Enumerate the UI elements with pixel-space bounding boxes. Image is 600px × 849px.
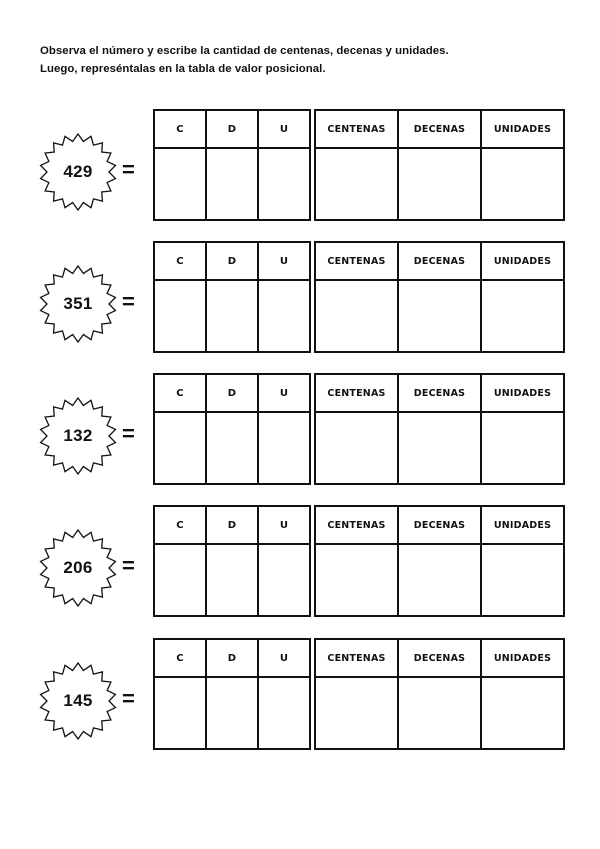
- table-header-cell: D: [206, 506, 258, 544]
- cdu-table: [153, 241, 311, 353]
- answer-cell[interactable]: [398, 280, 481, 352]
- answer-cell[interactable]: [154, 148, 206, 220]
- table-header-cell: CENTENAS: [315, 506, 398, 544]
- table-header-cell: D: [206, 110, 258, 148]
- instruction-line-1: Observa el número y escribe la cantidad de centenas, decenas y unidades.: [40, 45, 449, 57]
- exercise-number: 145: [63, 691, 93, 710]
- answer-cell[interactable]: [481, 412, 564, 484]
- table-header-cell: CENTENAS: [315, 639, 398, 677]
- answer-cell[interactable]: [315, 412, 398, 484]
- table-header-cell: C: [154, 506, 206, 544]
- answer-cell[interactable]: [154, 280, 206, 352]
- equals-sign: =: [122, 289, 135, 314]
- exercise-number: 132: [63, 426, 93, 445]
- cdu-table: [153, 505, 311, 617]
- equals-sign: =: [122, 157, 135, 182]
- table-header-cell: DECENAS: [398, 374, 481, 412]
- answer-cell[interactable]: [315, 544, 398, 616]
- answer-cell[interactable]: [315, 677, 398, 749]
- cdu-table: [153, 373, 311, 485]
- table-header-cell: UNIDADES: [481, 374, 564, 412]
- answer-cell[interactable]: [258, 280, 310, 352]
- equals-sign: =: [122, 553, 135, 578]
- starburst-badge: [38, 132, 118, 212]
- starburst-badge: [38, 264, 118, 344]
- answer-cell[interactable]: [398, 412, 481, 484]
- starburst-badge: [38, 396, 118, 476]
- exercise-row: [0, 638, 600, 750]
- answer-cell[interactable]: [398, 677, 481, 749]
- answer-cell[interactable]: [258, 677, 310, 749]
- place-value-table: [314, 373, 565, 485]
- table-header-cell: CENTENAS: [315, 110, 398, 148]
- answer-cell[interactable]: [481, 148, 564, 220]
- table-header-cell: C: [154, 374, 206, 412]
- table-header-cell: DECENAS: [398, 639, 481, 677]
- exercise-number: 429: [63, 162, 93, 181]
- instruction-line-2: Luego, represéntalas en la tabla de valor posicional.: [40, 63, 326, 75]
- starburst-badge: [38, 661, 118, 741]
- answer-cell[interactable]: [206, 677, 258, 749]
- place-value-table: [314, 638, 565, 750]
- exercise-row: [0, 373, 600, 485]
- table-header-cell: C: [154, 639, 206, 677]
- answer-cell[interactable]: [258, 148, 310, 220]
- instructions: [40, 42, 570, 78]
- table-header-cell: DECENAS: [398, 110, 481, 148]
- exercise-row: [0, 505, 600, 617]
- table-header-cell: C: [154, 110, 206, 148]
- answer-cell[interactable]: [258, 412, 310, 484]
- answer-cell[interactable]: [398, 544, 481, 616]
- table-header-cell: U: [258, 506, 310, 544]
- answer-cell[interactable]: [206, 544, 258, 616]
- answer-cell[interactable]: [206, 412, 258, 484]
- table-header-cell: CENTENAS: [315, 374, 398, 412]
- table-header-cell: UNIDADES: [481, 506, 564, 544]
- answer-cell[interactable]: [315, 280, 398, 352]
- answer-cell[interactable]: [481, 280, 564, 352]
- answer-cell[interactable]: [154, 412, 206, 484]
- table-header-cell: C: [154, 242, 206, 280]
- table-header-cell: D: [206, 242, 258, 280]
- cdu-table: [153, 109, 311, 221]
- place-value-table: [314, 241, 565, 353]
- exercise-number: 351: [63, 294, 93, 313]
- answer-cell[interactable]: [206, 148, 258, 220]
- answer-cell[interactable]: [398, 148, 481, 220]
- place-value-table: [314, 109, 565, 221]
- answer-cell[interactable]: [154, 677, 206, 749]
- table-header-cell: U: [258, 374, 310, 412]
- table-header-cell: D: [206, 374, 258, 412]
- answer-cell[interactable]: [315, 148, 398, 220]
- table-header-cell: UNIDADES: [481, 110, 564, 148]
- answer-cell[interactable]: [258, 544, 310, 616]
- table-header-cell: D: [206, 639, 258, 677]
- exercise-row: [0, 241, 600, 353]
- answer-cell[interactable]: [206, 280, 258, 352]
- table-header-cell: U: [258, 639, 310, 677]
- cdu-table: [153, 638, 311, 750]
- place-value-table: [314, 505, 565, 617]
- table-header-cell: UNIDADES: [481, 242, 564, 280]
- table-header-cell: U: [258, 242, 310, 280]
- answer-cell[interactable]: [481, 544, 564, 616]
- exercise-row: [0, 109, 600, 221]
- equals-sign: =: [122, 686, 135, 711]
- table-header-cell: DECENAS: [398, 242, 481, 280]
- exercise-number: 206: [63, 558, 93, 577]
- table-header-cell: U: [258, 110, 310, 148]
- answer-cell[interactable]: [481, 677, 564, 749]
- table-header-cell: UNIDADES: [481, 639, 564, 677]
- table-header-cell: DECENAS: [398, 506, 481, 544]
- equals-sign: =: [122, 421, 135, 446]
- table-header-cell: CENTENAS: [315, 242, 398, 280]
- answer-cell[interactable]: [154, 544, 206, 616]
- starburst-badge: [38, 528, 118, 608]
